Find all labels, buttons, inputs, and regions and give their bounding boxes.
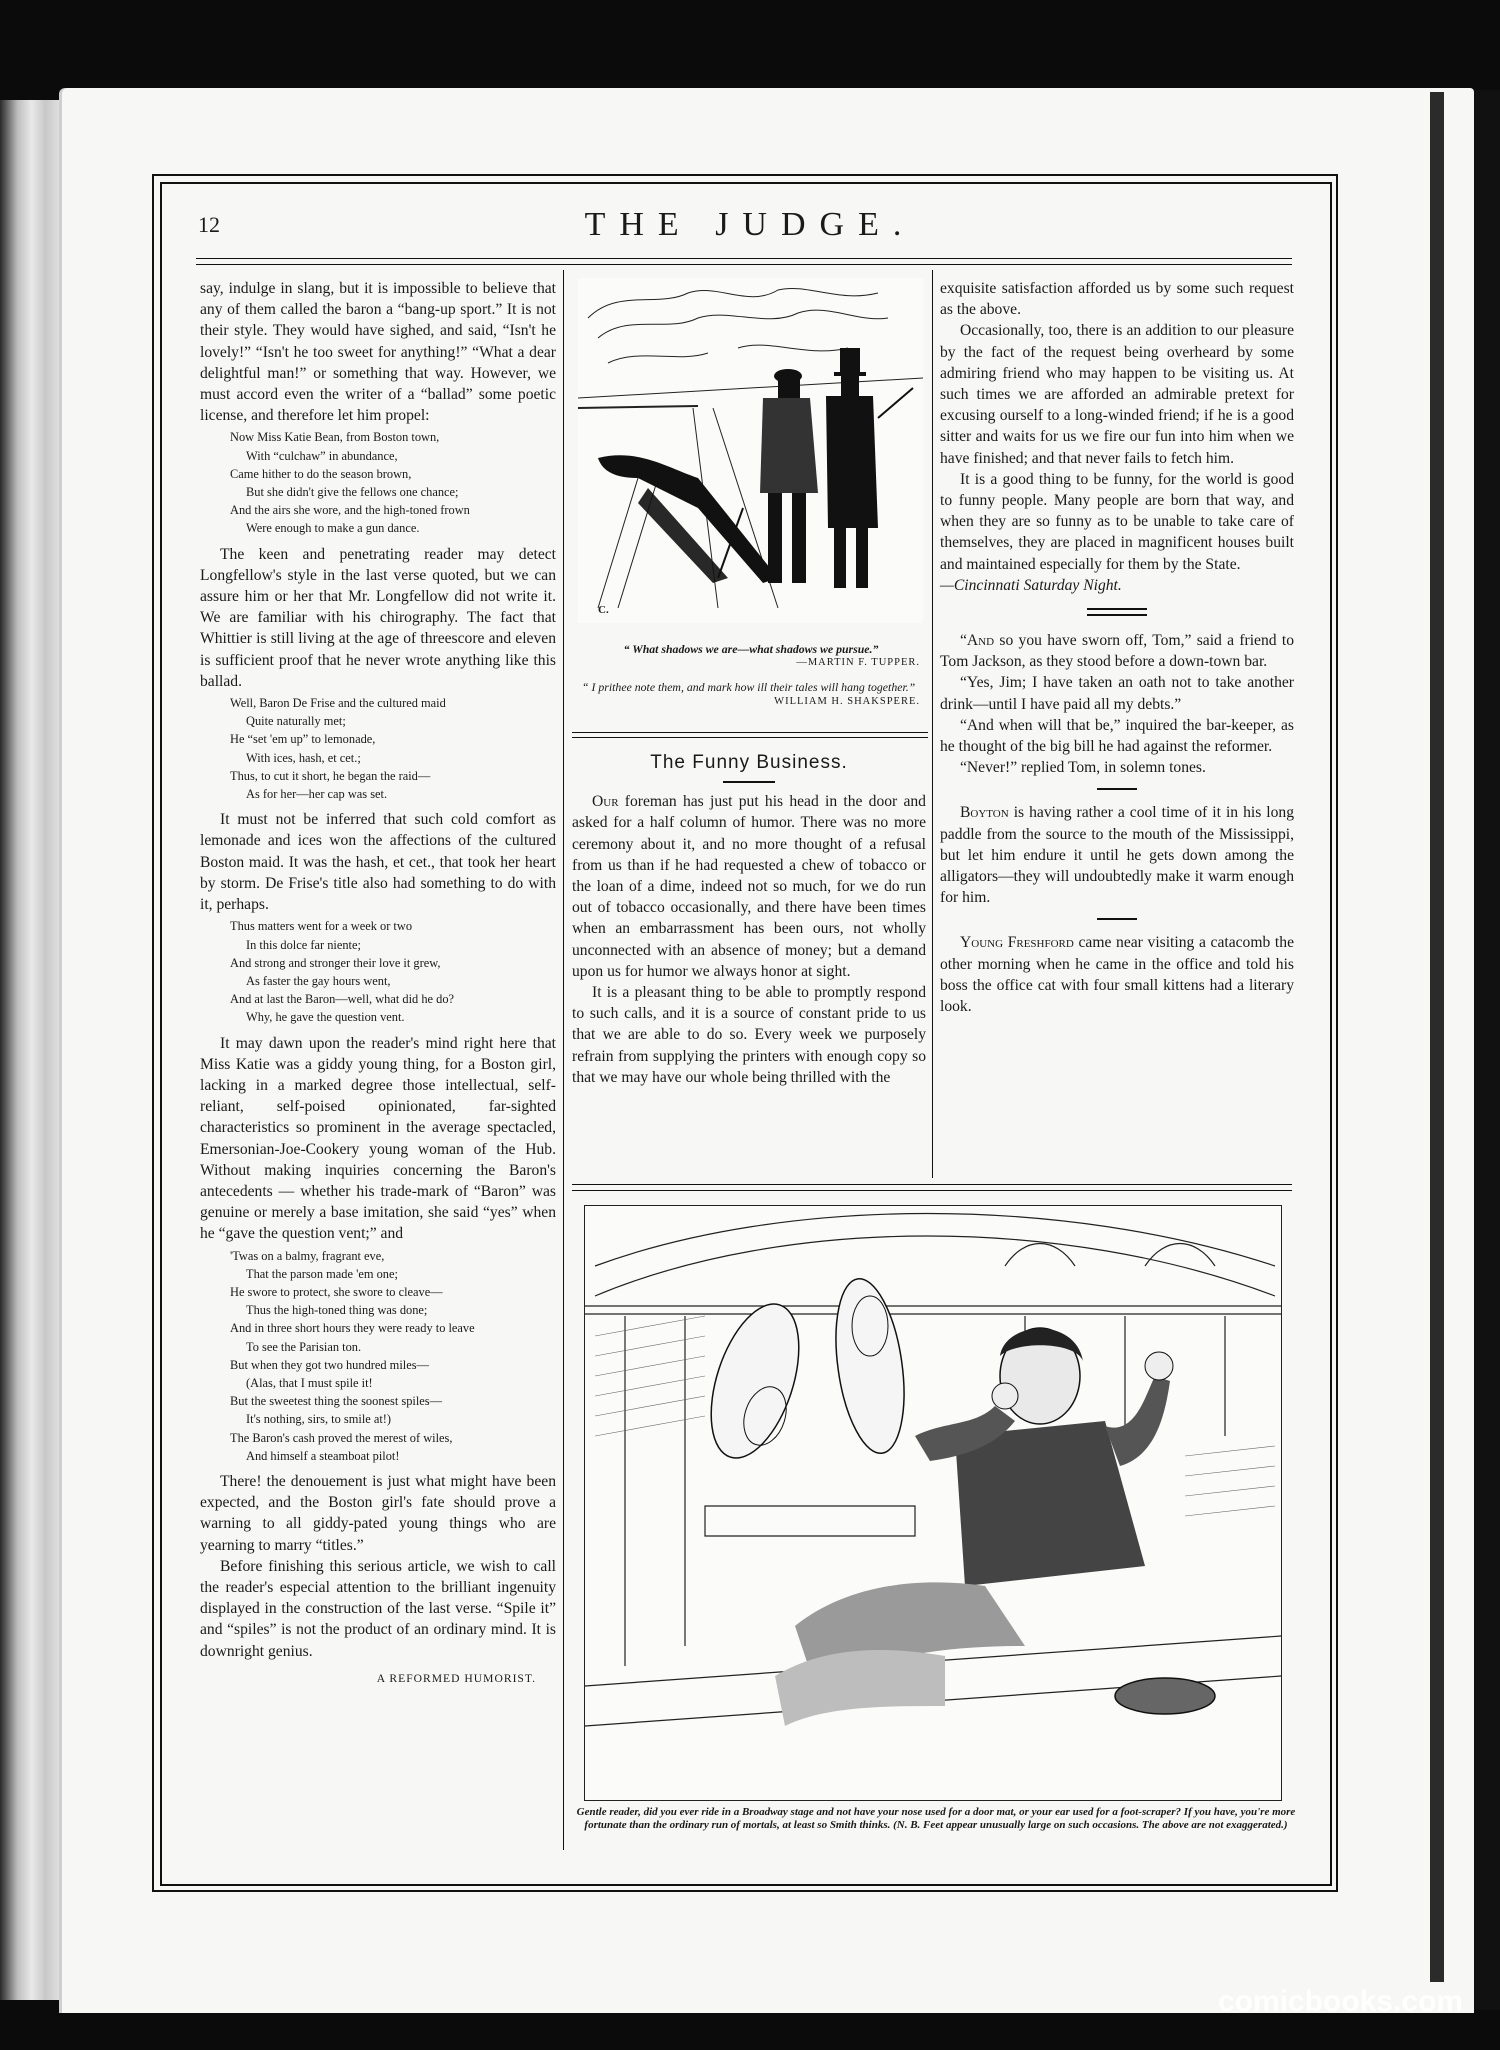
col1-paragraph: Before finishing this serious article, we wish to call the reader's especial attention to the brilliant ingenuity displayed in the construction of the last verse. “Spile it” and “spiles” is not the product of an ordinary mind. It is downright genius.: [200, 1557, 556, 1660]
masthead-rule: [196, 258, 1292, 259]
illustrator-initial: C.: [598, 604, 609, 616]
funny-business-paragraph: foreman has just put his head in the door and asked for a half column of humor. There was no more ceremony about it, and no more thought of a refusal from us than if he had requested a chew of tobacco or the loan of a dime, indeed not so much, for we do run out of tobacco occasionally, and there have been times when an embarrassment has been ours, not wholly unconnected with an absence of money; but a demand upon us for humor we always honor at sight.: [572, 793, 926, 980]
col1-paragraph: It must not be inferred that such cold comfort as lemonade and ices won the affections of the cultured Boston maid. It was the hash, et cet., that took her heart by storm. De Frise's title also had something to do with it, perhaps.: [200, 811, 556, 914]
column-rule-1: [563, 270, 564, 1850]
verse-line: Quite naturally met;: [246, 714, 346, 729]
section-rule: [572, 732, 928, 733]
quote-shakspere-attribution: WILLIAM H. SHAKSPERE.: [774, 696, 920, 707]
verse-line: But the sweetest thing the soonest spiles—: [230, 1394, 442, 1409]
page-number: 12: [198, 212, 220, 237]
col1-paragraph: It may dawn upon the reader's mind right here that Miss Katie was a giddy young thing, for a Boston girl, lacking in a marked degree those intellectual, self-reliant, self-poised opinionated, far-sighted characteristics so prominent in the average spectacled, Emersonian-Joe-Cookery young woman of the Hub. Without making inquiries concerning the Baron's antecedents — whether his trade-mark of “Baron” was genuine or merely a base imitation, she said “yes” when he “gave the question vent;” and: [200, 1034, 556, 1243]
stagecoach-cartoon: [584, 1205, 1282, 1801]
verse-line: The Baron's cash proved the merest of wiles,: [230, 1430, 453, 1445]
verse-line: And the airs she wore, and the high-toned frown: [230, 503, 470, 518]
page-edge: [1430, 92, 1444, 1982]
verse-line: Came hither to do the season brown,: [230, 466, 412, 481]
column-3: [940, 278, 1294, 1017]
column-1: [200, 278, 556, 1689]
stagecoach-drawing: [585, 1206, 1281, 1800]
col3-paragraph: so you have sworn off, Tom,” said a friend to Tom Jackson, as they stood before a down-town bar.: [940, 632, 1295, 671]
two-gentlemen-drawing: [578, 278, 923, 623]
cartoon-caption: Gentle reader, did you ever ride in a Broadway stage and not have your nose used for a door mat, or your ear used for a foot-scraper? If you have, you're more fortunate than the ordinary run of mortals, at least so Smith thinks. (N. B. Feet appear unusually large on such occasions. The above are not exaggerated.): [576, 1806, 1296, 1831]
verse-line: As faster the gay hours went,: [246, 973, 391, 988]
verse-line: 'Twas on a balmy, fragrant eve,: [230, 1248, 385, 1263]
verse-line: Well, Baron De Frise and the cultured maid: [230, 696, 446, 711]
verse-line: And himself a steamboat pilot!: [246, 1448, 400, 1463]
separator-4: [1097, 918, 1137, 920]
verse-line: He swore to protect, she swore to cleave—: [230, 1284, 443, 1299]
verse-4: [230, 1247, 556, 1465]
quote-tupper-attribution: —MARTIN F. TUPPER.: [796, 657, 920, 668]
separator: [1087, 608, 1147, 610]
verse-line: But she didn't give the fellows one chance;: [246, 485, 459, 500]
col1-paragraph: The keen and penetrating reader may detect Longfellow's style in the last verse quoted, but we can assure him or her that Mr. Longfellow did not write it. We are familiar with his chirography. The fact that Whittier is still living at the age of threescore and eleven is sufficient proof that he never wrote anything like this ballad.: [200, 545, 556, 690]
source-credit: —Cincinnati Saturday Night.: [940, 576, 1122, 594]
funny-business-lead: Our: [592, 793, 619, 811]
col3-paragraph: “And when will that be,” inquired the bar-keeper, as he thought of the big bill he had against the reformer.: [940, 716, 1294, 756]
verse-line: It's nothing, sirs, to smile at!): [246, 1412, 392, 1427]
cartoon-rule: [572, 1184, 1292, 1185]
col3-paragraph: It is a good thing to be funny, for the world is good to funny people. Many people are born that way, and when they are so funny as to be unable to take care of themselves, they are placed in magnificent houses built and maintained especially for them by the State.: [940, 470, 1294, 573]
verse-line: With ices, hash, et cet.;: [246, 750, 361, 765]
col1-paragraph: There! the denouement is just what might have been expected, and the Boston girl's fate should prove a warning to all giddy-pated young things who are yearning to marry “titles.”: [200, 1472, 556, 1554]
verse-1: [230, 428, 556, 537]
item-lead: Young Freshford: [960, 934, 1074, 952]
verse-line: Why, he gave the question vent.: [246, 1010, 405, 1025]
col3-paragraph: came near visiting a catacomb the other morning when he came in the office and told his boss the office cat with four small kittens had a literary look.: [940, 934, 1294, 1016]
verse-line: Thus matters went for a week or two: [230, 919, 413, 934]
signature: A REFORMED HUMORIST.: [376, 1671, 536, 1685]
column-rule-2: [932, 270, 933, 1178]
quotes-block: [582, 642, 920, 710]
verse-line: But when they got two hundred miles—: [230, 1357, 429, 1372]
separator-3: [1097, 788, 1137, 790]
verse-line: And at last the Baron—well, what did he do?: [230, 992, 455, 1007]
heading-separator: [723, 781, 775, 783]
col3-paragraph: “Yes, Jim; I have taken an oath not to take another drink—until I have paid all my debts.”: [940, 674, 1294, 713]
col3-paragraph: Occasionally, too, there is an addition to our pleasure by the fact of the request being overheard by some admiring friend who may happen to be visiting us. At such times we are afforded an admirable pretext for excusing ourself to a long-winded friend; if he is a good sitter and waits for us we fire our fun into him when we have finished; and that never fails to fetch him.: [940, 322, 1294, 467]
masthead-rule-2: [196, 264, 1292, 265]
verse-line: (Alas, that I must spile it!: [246, 1375, 373, 1390]
item-lead: “And: [960, 632, 995, 650]
verse-line: Now Miss Katie Bean, from Boston town,: [230, 430, 440, 445]
separator-2: [1087, 614, 1147, 616]
verse-3: [230, 917, 556, 1026]
funny-business-heading: The Funny Business.: [650, 752, 848, 773]
funny-business-paragraph: It is a pleasant thing to be able to promptly respond to such calls, and it is a source of constant pride to us that we are able to do so. Every week we purposely refrain from supplying the printers with enough copy so that we may have our whole being thrilled with the: [572, 984, 926, 1086]
column-2: [572, 752, 926, 1088]
watermark: comicbooks.com: [1218, 1985, 1464, 2018]
col3-paragraph: “Never!” replied Tom, in solemn tones.: [960, 759, 1206, 777]
verse-line: Thus the high-toned thing was done;: [246, 1303, 428, 1318]
cartoon-rule-2: [572, 1190, 1292, 1191]
next-page-edge: [1474, 90, 1500, 2010]
verse-line: That the parson made 'em one;: [246, 1266, 398, 1281]
shadows-illustration: [578, 278, 923, 623]
section-rule-2: [572, 737, 928, 738]
verse-line: As for her—her cap was set.: [246, 787, 388, 802]
verse-line: Thus, to cut it short, he began the raid—: [230, 768, 431, 783]
quote-shakspere: “ I prithee note them, and mark how ill their tales will hang together.”: [582, 680, 916, 694]
verse-line: He “set 'em up” to lemonade,: [230, 732, 376, 747]
item-lead: Boyton: [960, 804, 1009, 822]
book-spine: [0, 100, 70, 2000]
verse-line: And strong and stronger their love it grew,: [230, 955, 441, 970]
col3-paragraph: is having rather a cool time of it in his long paddle from the source to the mouth of the Mississippi, but let him endure it until he gets down among the alligators—they will undoubtedly make it warm enough for him.: [940, 804, 1294, 907]
verse-2: [230, 694, 556, 803]
verse-line: To see the Parisian ton.: [246, 1339, 362, 1354]
verse-line: Were enough to make a gun dance.: [246, 521, 420, 536]
quote-tupper: “ What shadows we are—what shadows we pursue.”: [623, 642, 879, 656]
col3-paragraph: exquisite satisfaction afforded us by some such request as the above.: [940, 280, 1294, 319]
verse-line: In this dolce far niente;: [246, 937, 361, 952]
col1-intro: say, indulge in slang, but it is impossible to believe that any of them called the baron a “bang-up sport.” It is not their style. They would have sighed, and said, “Isn't he lovely!” “Isn't he too sweet for anything!” “What a dear delightful man!” or something that way. However, we must accord even the writer of a “ballad” some poetic license, and therefore let him propel:: [200, 280, 556, 425]
masthead-title: THE JUDGE.: [584, 206, 916, 243]
verse-line: With “culchaw” in abundance,: [246, 448, 398, 463]
verse-line: And in three short hours they were ready to leave: [230, 1321, 475, 1336]
